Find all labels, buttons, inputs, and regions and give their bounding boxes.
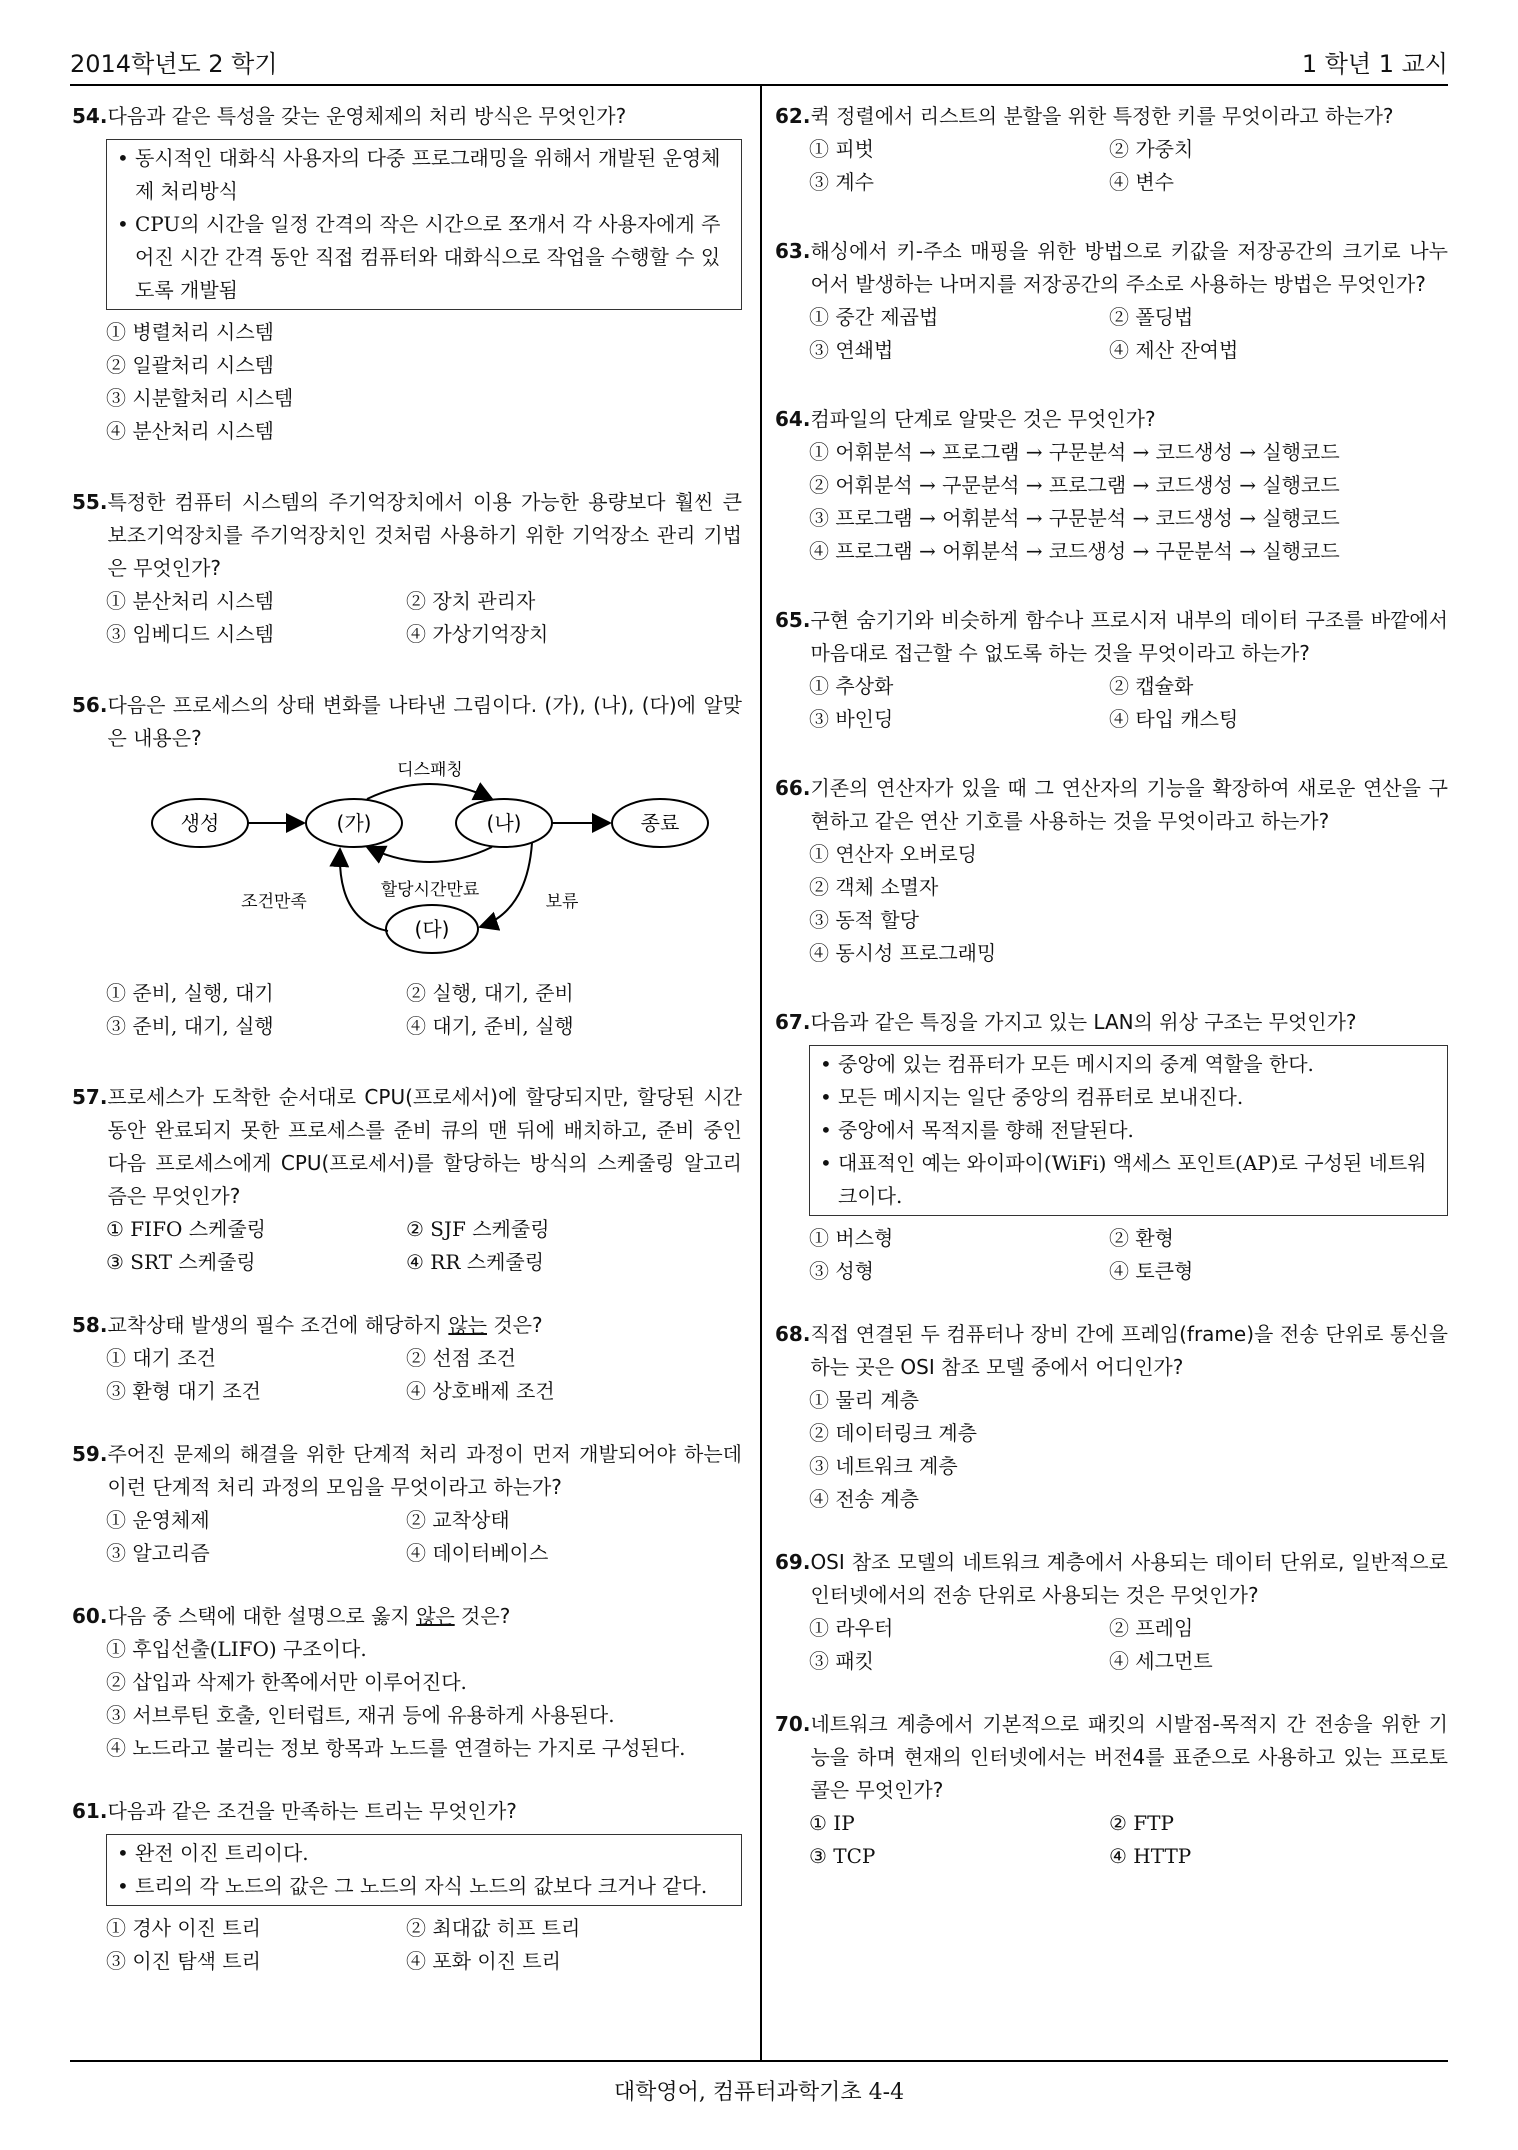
- question-number: 55.: [72, 490, 108, 514]
- arrow-dispatch: [367, 784, 492, 799]
- option-1[interactable]: ① 경사 이진 트리: [106, 1916, 261, 1940]
- options: [809, 133, 1448, 199]
- question-57: [72, 1081, 742, 1279]
- option-3[interactable]: ③ 이진 탐색 트리: [106, 1949, 261, 1973]
- question-59: [72, 1438, 742, 1570]
- options: [809, 670, 1448, 736]
- option-1[interactable]: ① 병렬처리 시스템: [106, 320, 274, 344]
- arrow-hold: [480, 843, 532, 927]
- question-number: 58.: [72, 1313, 108, 1337]
- option-3[interactable]: ③ TCP: [809, 1844, 876, 1868]
- options: [809, 1807, 1448, 1873]
- stem-part: 교착상태 발생의 필수 조건에 해당하지: [107, 1313, 449, 1337]
- option-3[interactable]: ③ 환형 대기 조건: [106, 1379, 261, 1403]
- options: [106, 1504, 742, 1570]
- option-3[interactable]: ③ 시분할처리 시스템: [106, 386, 294, 410]
- option-3[interactable]: ③ 동적 할당: [809, 908, 919, 932]
- options: [809, 301, 1448, 367]
- option-1[interactable]: ① IP: [809, 1811, 855, 1835]
- question-stem: 해싱에서 키-주소 매핑을 위한 방법으로 키값을 저장공간의 크기로 나누어서 발생하는 나머지를 저장공간의 주소로 사용하는 방법은 무엇인가?: [810, 239, 1448, 296]
- option-1[interactable]: ① 후입선출(LIFO) 구조이다.: [106, 1637, 367, 1661]
- question-number: 69.: [775, 1550, 811, 1574]
- option-4[interactable]: ④ RR 스케줄링: [406, 1250, 545, 1274]
- box-line: 중앙에 있는 컴퓨터가 모든 메시지의 중계 역할을 한다.: [838, 1052, 1314, 1076]
- option-1[interactable]: ① 라우터: [809, 1616, 894, 1640]
- column-divider: [760, 86, 762, 2060]
- left-column: [72, 100, 742, 1978]
- option-4[interactable]: ④ 포화 이진 트리: [406, 1949, 561, 1973]
- options: [106, 1342, 742, 1408]
- option-4[interactable]: ④ 세그먼트: [1109, 1649, 1213, 1673]
- question-63: [775, 235, 1448, 367]
- right-column: [775, 100, 1448, 1873]
- node-a-label: (가): [336, 811, 372, 835]
- option-2[interactable]: ② 실행, 대기, 준비: [406, 981, 574, 1005]
- option-2[interactable]: ② SJF 스케줄링: [406, 1217, 550, 1241]
- question-60: [72, 1600, 742, 1765]
- options: [809, 436, 1448, 568]
- question-68: [775, 1318, 1448, 1516]
- question-number: 56.: [72, 693, 108, 717]
- options: [106, 977, 742, 1043]
- question-stem: 다음과 같은 특성을 갖는 운영체제의 처리 방식은 무엇인가?: [107, 104, 627, 128]
- question-stem: 주어진 문제의 해결을 위한 단계적 처리 과정이 먼저 개발되어야 하는데 이런 단계적 처리 과정의 모임을 무엇이라고 하는가?: [107, 1442, 742, 1499]
- option-2[interactable]: ② 가중치: [1109, 137, 1194, 161]
- header-rule: [70, 84, 1448, 86]
- arrow-timeout: [367, 847, 492, 862]
- page-header: [70, 40, 1448, 82]
- label-hold: 보류: [545, 892, 579, 912]
- option-2[interactable]: ② 일괄처리 시스템: [106, 353, 274, 377]
- question-58: [72, 1309, 742, 1408]
- option-1[interactable]: ① 물리 계층: [809, 1388, 919, 1412]
- option-4[interactable]: ④ 대기, 준비, 실행: [406, 1014, 574, 1038]
- question-number: 54.: [72, 104, 108, 128]
- options: [809, 1222, 1448, 1288]
- question-number: 62.: [775, 104, 811, 128]
- option-4[interactable]: ④ 프로그램 → 어휘분석 → 코드생성 → 구문분석 → 실행코드: [809, 539, 1340, 563]
- option-3[interactable]: ③ 패킷: [809, 1649, 874, 1673]
- question-stem: 직접 연결된 두 컴퓨터나 장비 간에 프레임(frame)을 전송 단위로 통신을 하는 곳은 OSI 참조 모델 중에서 어디인가?: [810, 1322, 1448, 1379]
- stem-part: 것은?: [487, 1313, 543, 1337]
- option-1[interactable]: ① 추상화: [809, 674, 894, 698]
- options: [809, 1612, 1448, 1678]
- stem-part: 것은?: [454, 1604, 511, 1628]
- question-stem: 네트워크 계층에서 기본적으로 패킷의 시발점-목적지 간 전송을 위한 기능을 하며 현재의 인터넷에서는 버전4를 표준으로 사용하고 있는 프로토콜은 무엇인가?: [810, 1712, 1448, 1802]
- option-4[interactable]: ④ 토큰형: [1109, 1259, 1194, 1283]
- box-line: 대표적인 예는 와이파이(WiFi) 액세스 포인트(AP)로 구성된 네트워크이다.: [838, 1151, 1427, 1208]
- question-number: 59.: [72, 1442, 108, 1466]
- page-footer: 대학영어, 컴퓨터과학기초 4-4: [613, 2080, 905, 2105]
- option-3[interactable]: ③ 준비, 대기, 실행: [106, 1014, 274, 1038]
- options: [809, 1384, 1448, 1516]
- option-3[interactable]: ③ 연쇄법: [809, 338, 894, 362]
- option-1[interactable]: ① FIFO 스케줄링: [106, 1217, 266, 1241]
- option-2[interactable]: ② 장치 관리자: [406, 589, 536, 613]
- node-start-label: 생성: [180, 811, 220, 835]
- option-4[interactable]: ④ 노드라고 불리는 정보 항목과 노드를 연결하는 가지로 구성된다.: [106, 1736, 686, 1760]
- question-number: 67.: [775, 1010, 811, 1034]
- label-timeout: 할당시간만료: [380, 880, 480, 900]
- option-1[interactable]: ① 연산자 오버로딩: [809, 842, 977, 866]
- question-number: 57.: [72, 1085, 108, 1109]
- box-line: 모든 메시지는 일단 중앙의 컴퓨터로 보내진다.: [838, 1085, 1244, 1109]
- options: [106, 1633, 742, 1765]
- condition-box: • 완전 이진 트리이다. • 트리의 각 노드의 값은 그 노드의 자식 노드의 값보다 크거나 같다.: [106, 1834, 742, 1906]
- option-2[interactable]: ② 환형: [1109, 1226, 1174, 1250]
- question-56: [72, 689, 742, 1043]
- box-line: 트리의 각 노드의 값은 그 노드의 자식 노드의 값보다 크거나 같다.: [135, 1874, 708, 1898]
- question-number: 63.: [775, 239, 811, 263]
- option-3[interactable]: ③ 프로그램 → 어휘분석 → 구문분석 → 코드생성 → 실행코드: [809, 506, 1340, 530]
- question-70: [775, 1708, 1448, 1873]
- question-stem: 프로세스가 도착한 순서대로 CPU(프로세서)에 할당되지만, 할당된 시간 동안 완료되지 못한 프로세스를 준비 큐의 맨 뒤에 배치하고, 준비 중인 다음 프로세스에게 CPU(프로세서)를 할당하는 방식의 스케줄링 알고리즘은 무엇인가?: [107, 1085, 742, 1208]
- question-stem: 다음은 프로세스의 상태 변화를 나타낸 그림이다. (가), (나), (다)에 알맞은 내용은?: [107, 693, 742, 750]
- option-2[interactable]: ② 폴딩법: [1109, 305, 1194, 329]
- stem-underline: 않은: [416, 1604, 455, 1628]
- option-3[interactable]: ③ 임베디드 시스템: [106, 622, 274, 646]
- question-number: 65.: [775, 608, 811, 632]
- question-number: 68.: [775, 1322, 811, 1346]
- option-1[interactable]: ① 중간 제곱법: [809, 305, 939, 329]
- question-stem: 퀵 정렬에서 리스트의 분할을 위한 특정한 키를 무엇이라고 하는가?: [810, 104, 1394, 128]
- question-67: [775, 1006, 1448, 1288]
- question-stem: 기존의 연산자가 있을 때 그 연산자의 기능을 확장하여 새로운 연산을 구현하고 같은 연산 기호를 사용하는 것을 무엇이라고 하는가?: [810, 776, 1448, 833]
- question-61: [72, 1795, 742, 1978]
- box-line: 완전 이진 트리이다.: [135, 1841, 309, 1865]
- option-2[interactable]: ② 선점 조건: [406, 1346, 516, 1370]
- option-4[interactable]: ④ 분산처리 시스템: [106, 419, 274, 443]
- question-number: 64.: [775, 407, 811, 431]
- question-65: [775, 604, 1448, 736]
- option-2[interactable]: ② 어휘분석 → 구문분석 → 프로그램 → 코드생성 → 실행코드: [809, 473, 1340, 497]
- stem-underline: 않는: [448, 1313, 487, 1337]
- option-4[interactable]: ④ 상호배제 조건: [406, 1379, 555, 1403]
- option-2[interactable]: ② 교착상태: [406, 1508, 510, 1532]
- semester-label: 2014학년도 2 학기: [70, 49, 278, 78]
- footer-rule: [70, 2060, 1448, 2062]
- option-2[interactable]: ② 데이터링크 계층: [809, 1421, 977, 1445]
- question-number: 60.: [72, 1604, 108, 1628]
- option-4[interactable]: ④ 데이터베이스: [406, 1541, 549, 1565]
- period-label: 1 학년 1 교시: [1301, 49, 1448, 78]
- options: [106, 1912, 742, 1978]
- option-2[interactable]: ② 캡슐화: [1109, 674, 1194, 698]
- question-54: [72, 100, 742, 448]
- question-stem: OSI 참조 모델의 네트워크 계층에서 사용되는 데이터 단위로, 일반적으로 인터넷에서의 전송 단위로 사용되는 것은 무엇인가?: [810, 1550, 1448, 1607]
- box-line: 중앙에서 목적지를 향해 전달된다.: [838, 1118, 1134, 1142]
- question-number: 66.: [775, 776, 811, 800]
- option-1[interactable]: ① 피벗: [809, 137, 874, 161]
- options: [809, 838, 1448, 970]
- question-69: [775, 1546, 1448, 1678]
- process-state-diagram: [112, 761, 742, 971]
- option-3[interactable]: ③ 네트워크 계층: [809, 1454, 958, 1478]
- option-2[interactable]: ② 삽입과 삭제가 한쪽에서만 이루어진다.: [106, 1670, 467, 1694]
- question-stem: [107, 1600, 742, 1633]
- question-number: 61.: [72, 1799, 108, 1823]
- option-3[interactable]: ③ 서브루틴 호출, 인터럽트, 재귀 등에 유용하게 사용된다.: [106, 1703, 615, 1727]
- question-stem: 다음과 같은 특징을 가지고 있는 LAN의 위상 구조는 무엇인가?: [810, 1010, 1357, 1034]
- option-3[interactable]: ③ SRT 스케줄링: [106, 1250, 256, 1274]
- option-2[interactable]: ② FTP: [1109, 1811, 1174, 1835]
- option-3[interactable]: ③ 알고리즘: [106, 1541, 210, 1565]
- option-4[interactable]: ④ 동시성 프로그래밍: [809, 941, 997, 965]
- stem-part: 다음 중 스택에 대한 설명으로 옳지: [107, 1604, 417, 1628]
- option-4[interactable]: ④ HTTP: [1109, 1844, 1192, 1868]
- option-1[interactable]: ① 준비, 실행, 대기: [106, 981, 274, 1005]
- option-2[interactable]: ② 객체 소멸자: [809, 875, 939, 899]
- label-cond: 조건만족: [241, 892, 307, 912]
- option-4[interactable]: ④ 가상기억장치: [406, 622, 549, 646]
- option-2[interactable]: ② 최대값 히프 트리: [406, 1916, 581, 1940]
- box-line: 동시적인 대화식 사용자의 다중 프로그래밍을 위해서 개발된 운영체제 처리방식: [135, 146, 721, 203]
- option-4[interactable]: ④ 제산 잔여법: [1109, 338, 1239, 362]
- option-1[interactable]: ① 버스형: [809, 1226, 894, 1250]
- options: [106, 1213, 742, 1279]
- condition-box: • 중앙에 있는 컴퓨터가 모든 메시지의 중계 역할을 한다. • 모든 메시지는 일단 중앙의 컴퓨터로 보내진다. • 중앙에서 목적지를 향해 전달된다. • 대표적인 예는 와이파이(WiFi) 액세스 포인트(AP)로 구성된 네트워크이다.: [809, 1045, 1448, 1216]
- option-1[interactable]: ① 분산처리 시스템: [106, 589, 274, 613]
- question-stem: 구현 숨기기와 비슷하게 함수나 프로시저 내부의 데이터 구조를 바깥에서 마음대로 접근할 수 없도록 하는 것을 무엇이라고 하는가?: [810, 608, 1448, 665]
- option-3[interactable]: ③ 성형: [809, 1259, 874, 1283]
- options: [106, 316, 742, 448]
- label-dispatch: 디스패칭: [397, 761, 463, 780]
- options: [106, 585, 742, 651]
- option-2[interactable]: ② 프레임: [1109, 1616, 1194, 1640]
- question-stem: 컴파일의 단계로 알맞은 것은 무엇인가?: [810, 407, 1156, 431]
- option-4[interactable]: ④ 변수: [1109, 170, 1174, 194]
- question-55: [72, 486, 742, 651]
- question-stem: 다음과 같은 조건을 만족하는 트리는 무엇인가?: [107, 1799, 517, 1823]
- condition-box: • 동시적인 대화식 사용자의 다중 프로그래밍을 위해서 개발된 운영체제 처리방식 • CPU의 시간을 일정 간격의 작은 시간으로 쪼개서 각 사용자에게 주어진 시간 간격 동안 직접 컴퓨터와 대화식으로 작업을 수행할 수 있도록 개발됨: [106, 139, 742, 310]
- node-b-label: (나): [486, 811, 522, 835]
- option-3[interactable]: ③ 바인딩: [809, 707, 894, 731]
- option-3[interactable]: ③ 계수: [809, 170, 874, 194]
- option-1[interactable]: ① 대기 조건: [106, 1346, 216, 1370]
- option-1[interactable]: ① 운영체제: [106, 1508, 210, 1532]
- question-66: [775, 772, 1448, 970]
- option-4[interactable]: ④ 전송 계층: [809, 1487, 919, 1511]
- question-64: [775, 403, 1448, 568]
- option-4[interactable]: ④ 타입 캐스팅: [1109, 707, 1239, 731]
- option-1[interactable]: ① 어휘분석 → 프로그램 → 구문분석 → 코드생성 → 실행코드: [809, 440, 1340, 464]
- question-stem: [107, 1309, 742, 1342]
- box-line: CPU의 시간을 일정 간격의 작은 시간으로 쪼개서 각 사용자에게 주어진 시간 간격 동안 직접 컴퓨터와 대화식으로 작업을 수행할 수 있도록 개발됨: [135, 212, 721, 302]
- node-c-label: (다): [414, 917, 450, 941]
- node-end-label: 종료: [640, 811, 680, 835]
- question-stem: 특정한 컴퓨터 시스템의 주기억장치에서 이용 가능한 용량보다 훨씬 큰 보조기억장치를 주기억장치인 것처럼 사용하기 위한 기억장소 관리 기법은 무엇인가?: [107, 490, 742, 580]
- question-number: 70.: [775, 1712, 811, 1736]
- question-62: [775, 100, 1448, 199]
